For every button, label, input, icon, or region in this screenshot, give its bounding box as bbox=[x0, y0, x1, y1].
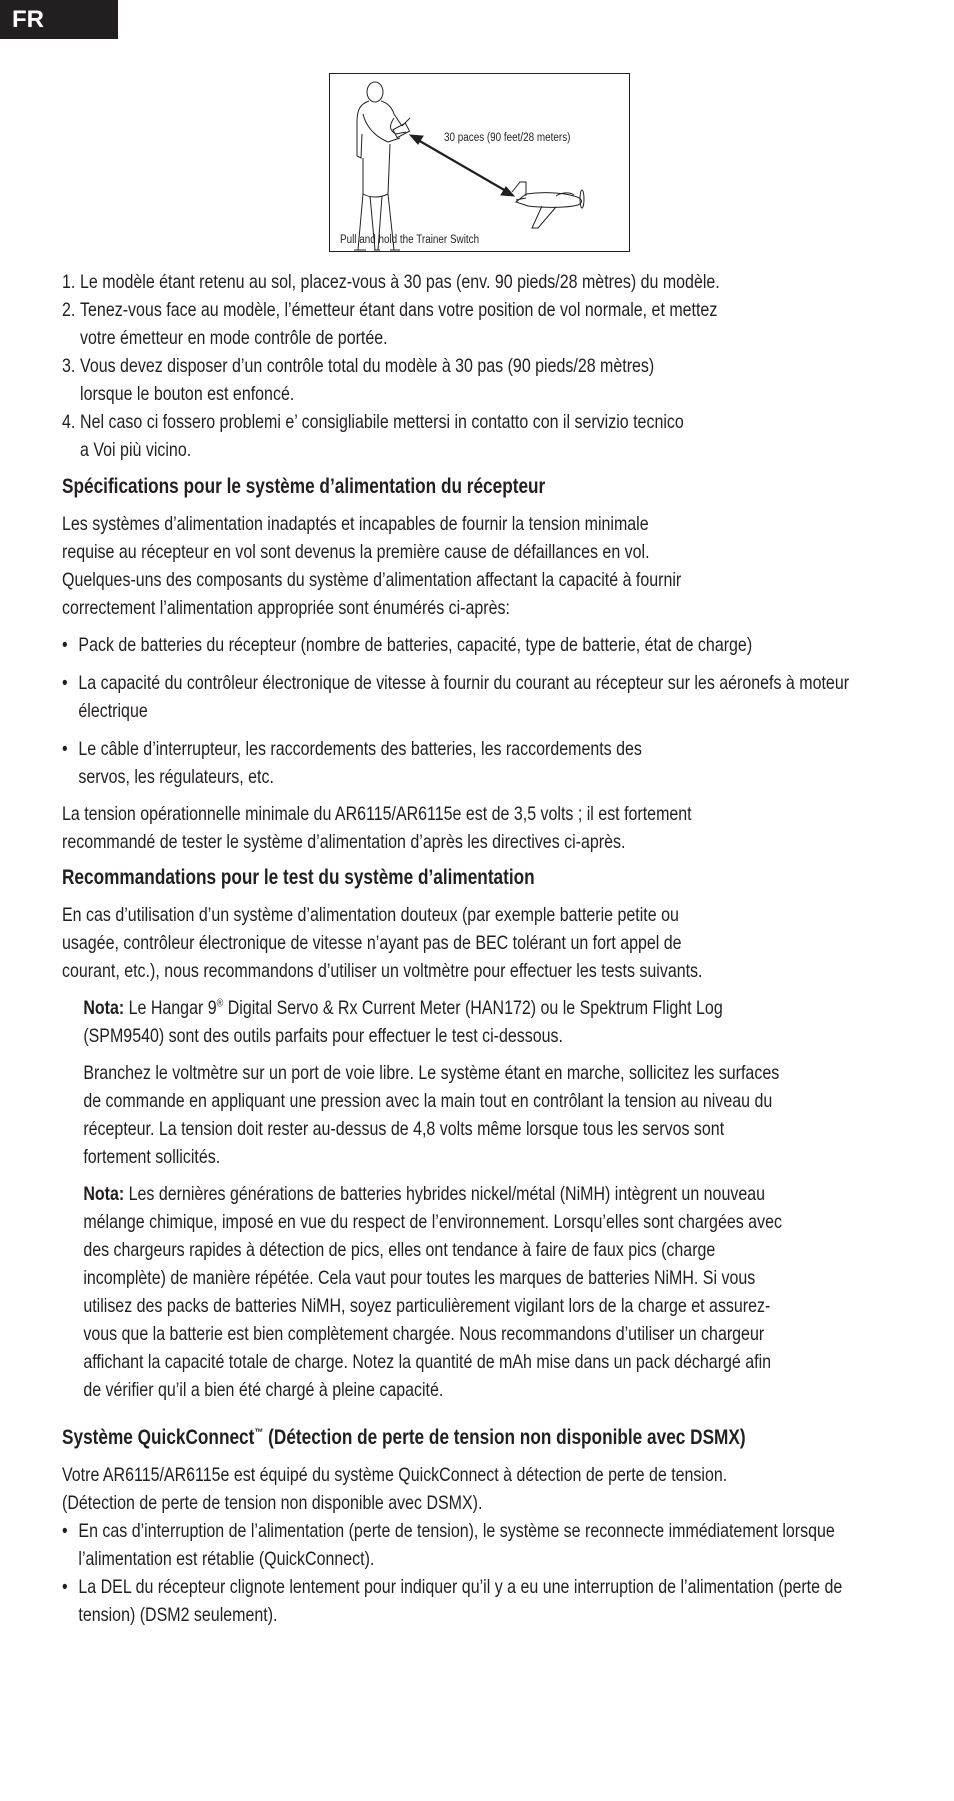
heading-text: Système QuickConnect bbox=[62, 1426, 255, 1449]
bullet-text: La capacité du contrôleur électronique de vitesse à fournir du courant au récepteur sur les aéronefs à moteur électrique bbox=[78, 672, 850, 722]
language-tab: FR bbox=[0, 0, 118, 39]
bullet-text: Pack de batteries du récepteur (nombre de batteries, capacité, type de batterie, état de charge) bbox=[78, 634, 753, 656]
step-number: 1. bbox=[62, 271, 76, 293]
trainer-switch-label: Pull and hold the Trainer Switch bbox=[340, 234, 480, 246]
range-check-figure bbox=[329, 73, 630, 252]
bullet: • bbox=[62, 738, 68, 760]
quickconnect-heading bbox=[62, 1424, 892, 1452]
airplane-figure bbox=[512, 182, 584, 228]
step-text: Tenez-vous face au modèle, l’émetteur étant dans votre position de vol normale, et mettez votre émetteur en mode contrôle de portée. bbox=[80, 299, 718, 349]
bullet: • bbox=[62, 1520, 68, 1542]
list-item bbox=[62, 1517, 892, 1573]
note-label: Nota: bbox=[83, 1183, 125, 1205]
registered-mark: ® bbox=[216, 997, 224, 1010]
quickconnect-list bbox=[62, 1517, 892, 1629]
heading-text: (Détection de perte de tension non disponible avec DSMX) bbox=[263, 1426, 746, 1449]
list-item bbox=[62, 352, 683, 408]
list-item bbox=[62, 1573, 892, 1629]
quickconnect-intro: Votre AR6115/AR6115e est équipé du système QuickConnect à détection de perte de tension. (Détection de perte de tension non disponible avec DSMX). bbox=[62, 1464, 728, 1514]
trademark-mark: ™ bbox=[254, 1427, 264, 1439]
pilot-figure bbox=[354, 82, 410, 250]
bullet-text: Le câble d’interrupteur, les raccordements des batteries, les raccordements des servos, les régulateurs, etc. bbox=[78, 738, 642, 788]
list-item bbox=[62, 631, 892, 659]
step-number: 2. bbox=[62, 299, 76, 321]
bullet-text: La DEL du récepteur clignote lentement pour indiquer qu’il y a eu une interruption de l’alimentation (perte de tension) (DSM2 seulement). bbox=[78, 1576, 843, 1626]
manual-content bbox=[62, 268, 892, 1629]
current-meter-note bbox=[62, 994, 780, 1050]
list-item bbox=[62, 735, 693, 791]
distance-label: 30 paces (90 feet/28 meters) bbox=[444, 132, 571, 144]
step-number: 4. bbox=[62, 411, 76, 433]
condensed-column bbox=[62, 268, 892, 1629]
power-test-intro: En cas d’utilisation d’un système d’alimentation douteux (par exemple batterie petite ou usagée, contrôleur électronique de vitesse n’ayant pas de BEC tolérant un fort appel de courant, etc.), nous recommandons d’utiliser un voltmètre pour effectuer les tests suivants. bbox=[62, 904, 703, 982]
power-specs-heading: Spécifications pour le système d’alimentation du récepteur bbox=[62, 475, 546, 498]
power-specs-outro: La tension opérationnelle minimale du AR6115/AR6115e est de 3,5 volts ; il est fortement recommandé de tester le système d’alimentation d’après les directives ci-après. bbox=[62, 803, 692, 853]
power-test-heading: Recommandations pour le test du système d’alimentation bbox=[62, 866, 535, 889]
power-specs-intro: Les systèmes d’alimentation inadaptés et incapables de fournir la tension minimale requise au récepteur en vol sont devenus la première cause de défaillances en vol. Quelques-uns des composants du système d’alimentation affectant la capacité à fournir correctement l’alimentation appropriée sont énumérés ci-après: bbox=[62, 513, 682, 619]
step-text: Nel caso ci fossero problemi e’ consigliabile mettersi in contatto con il servizio tecnico a Voi più vicino. bbox=[80, 411, 684, 461]
bullet: • bbox=[62, 1576, 68, 1598]
power-specs-list bbox=[62, 631, 892, 791]
nimh-note bbox=[62, 1180, 789, 1404]
list-item bbox=[62, 296, 720, 352]
range-check-illustration bbox=[330, 74, 631, 253]
voltmeter-procedure: Branchez le voltmètre sur un port de voie libre. Le système étant en marche, sollicitez les surfaces de commande en appliquant une pression avec la main tout en contrôlant la tension au niveau du récepteur. La tension doit rester au-dessus de 4,8 volts même lorsque tous les servos sont fortement sollicités. bbox=[83, 1062, 780, 1168]
step-text: Le modèle étant retenu au sol, placez-vous à 30 pas (env. 90 pieds/28 mètres) du modèle. bbox=[80, 271, 720, 293]
note-text: Digital Servo & Rx Current Meter (HAN172) ou le Spektrum Flight Log (SPM9540) sont des outils parfaits pour effectuer le test ci-dessous. bbox=[83, 997, 723, 1047]
bullet-text: En cas d’interruption de l’alimentation (perte de tension), le système se reconnecte immédiatement lorsque l’alimentation est rétablie (QuickConnect). bbox=[78, 1520, 835, 1570]
bullet: • bbox=[62, 634, 68, 656]
list-item bbox=[62, 408, 687, 464]
note-text: Le Hangar 9 bbox=[124, 997, 217, 1019]
note-text: Les dernières générations de batteries hybrides nickel/métal (NiMH) intègrent un nouveau mélange chimique, imposé en vue du respect de l’environnement. Lorsqu’elles sont chargées avec des chargeurs rapides à détection de pics, elles ont tendance à faire de faux pics (charge incomplète) de manière répétée. Cela vaut pour toutes les marques de batteries NiMH. Si vous utilisez des packs de batteries NiMH, soyez particulièrement vigilant lors de la charge et assurez-vous que la batterie est bien complètement chargée. Nous recommandons d’utiliser un chargeur affichant la capacité totale de charge. Notez la quantité de mAh mise dans un pack déchargé afin de vérifier qu’il a bien été chargé à pleine capacité. bbox=[83, 1183, 782, 1401]
distance-arrow bbox=[410, 135, 514, 196]
note-label: Nota: bbox=[83, 997, 125, 1019]
list-item bbox=[62, 669, 892, 725]
range-check-steps bbox=[62, 268, 892, 464]
step-number: 3. bbox=[62, 355, 76, 377]
bullet: • bbox=[62, 672, 68, 694]
step-text: Vous devez disposer d’un contrôle total du modèle à 30 pas (90 pieds/28 mètres) lorsque le bouton est enfoncé. bbox=[80, 355, 655, 405]
list-item bbox=[62, 268, 892, 296]
